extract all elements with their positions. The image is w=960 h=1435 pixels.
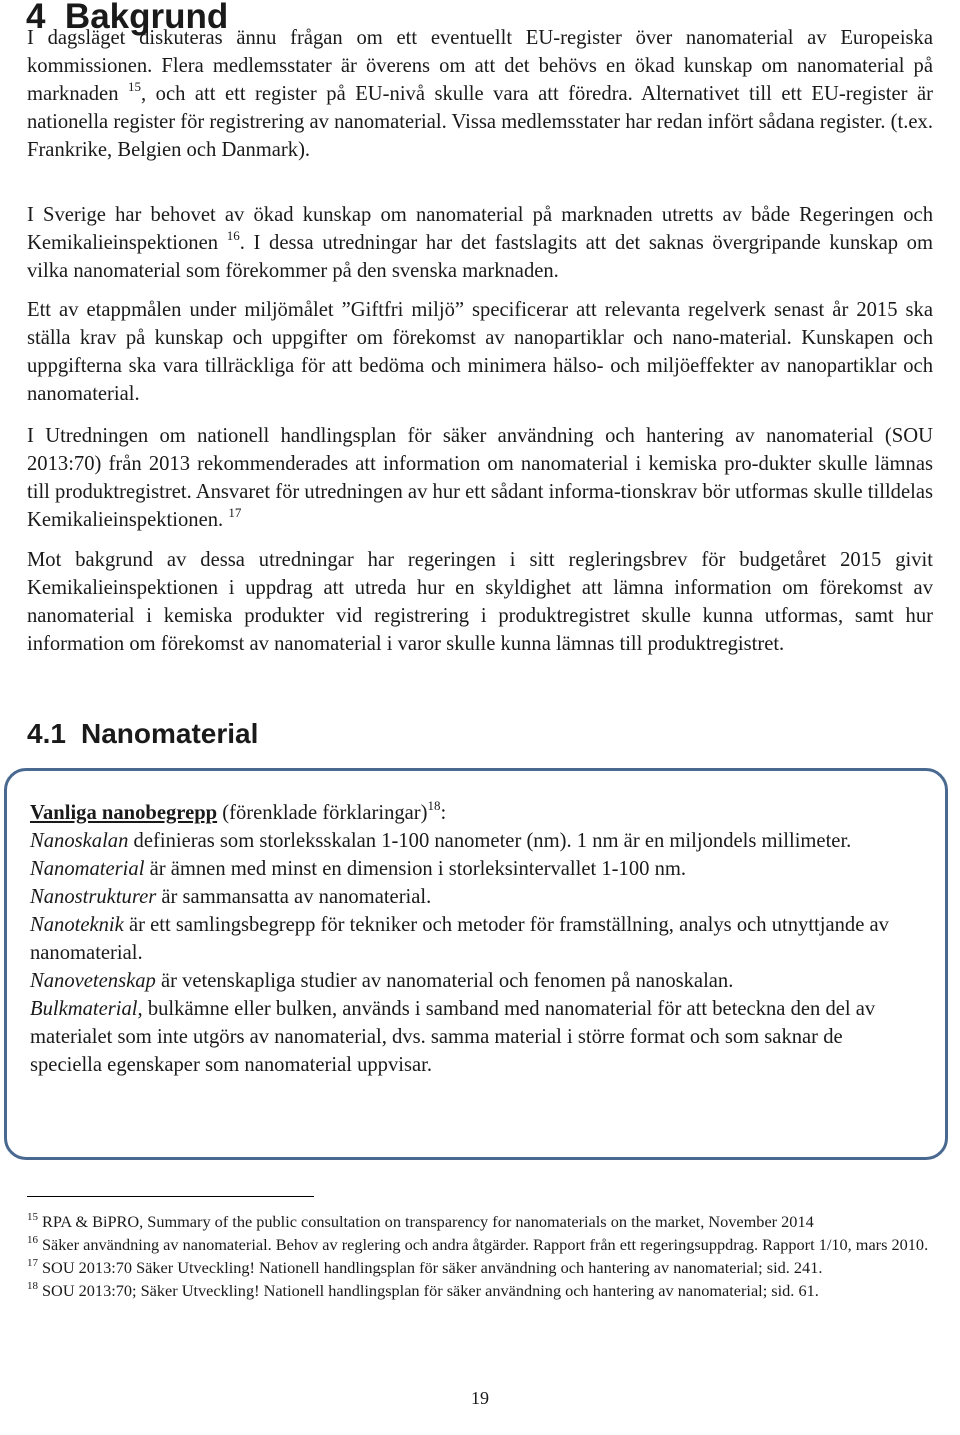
chapter-number: 4 bbox=[26, 0, 46, 36]
definition-term: Nanovetenskap bbox=[30, 970, 156, 992]
section-number: 4.1 bbox=[27, 718, 66, 749]
footnote-ref-16[interactable]: 16 bbox=[226, 228, 240, 243]
paragraph-3 bbox=[27, 296, 933, 408]
page-number: 19 bbox=[471, 1388, 489, 1408]
paragraph-1-text-a: I dagsläget diskuteras ännu frågan om ett eventuellt EU-register över nanomaterial av Europeiska kommissionen. Flera medlemsstater är överens om att det behövs en ökad kunskap om nanomaterial på marknaden bbox=[27, 27, 933, 105]
definition-text: är ett samlingsbegrepp för tekniker och metoder för framställning, analys och utnyttjande av nanomaterial. bbox=[30, 914, 889, 964]
definition-term: Nanostrukturer bbox=[30, 886, 157, 908]
paragraph-5-text: Mot bakgrund av dessa utredningar har regeringen i sitt regleringsbrev för budgetåret 2015 givit Kemikalieinspektionen i uppdrag att utreda hur en skyldighet att lämna information om förekomst av nanomaterial i kemiska produkter vid registrering i produktregistret skulle kunna utformas, samt hur information om förekomst av nanomaterial i varor skulle kunna lämnas till produktregistret. bbox=[27, 549, 933, 655]
paragraph-2-text-b: . I dessa utredningar har det fastslagits att det saknas övergripande kunskap om vilka nanomaterial som förekommer på den svenska marknaden. bbox=[27, 232, 933, 282]
footnote-number: 18 bbox=[27, 1280, 38, 1292]
footnotes bbox=[27, 1210, 933, 1302]
footnote bbox=[27, 1233, 933, 1256]
definition-term: Nanomaterial bbox=[30, 858, 145, 880]
definition-item bbox=[30, 883, 910, 911]
definitions-heading bbox=[30, 799, 910, 827]
definition-item bbox=[30, 995, 910, 1079]
footnote-text: Säker användning av nanomaterial. Behov av reglering och andra åtgärder. Rapport från ett regeringsuppdrag. Rapport 1/10, mars 2010. bbox=[42, 1235, 929, 1254]
paragraph-1-text-b: , och att ett register på EU-nivå skulle vara att föredra. Alternativet till ett EU-register är nationella register för registrering av nanomaterial. Vissa medlemsstater har redan infört sådana register. (t.ex. Frankrike, Belgien och Danmark). bbox=[27, 83, 933, 161]
definition-text: är ämnen med minst en dimension i storleksintervallet 1-100 nm. bbox=[144, 858, 687, 880]
footnote bbox=[27, 1279, 933, 1302]
section-title: Nanomaterial bbox=[81, 718, 259, 749]
footnote bbox=[27, 1256, 933, 1279]
definition-item bbox=[30, 911, 910, 967]
definition-term: Nanoskalan bbox=[30, 830, 129, 852]
paragraph-1 bbox=[27, 24, 933, 164]
definition-text: är sammansatta av nanomaterial. bbox=[156, 886, 432, 908]
definition-item bbox=[30, 827, 910, 855]
footnote-number: 17 bbox=[27, 1257, 38, 1269]
definition-text: , bulkämne eller bulken, används i samband med nanomaterial för att beteckna den del av materialet som inte utgörs av nanomaterial, dvs. samma material i större format och som saknar de speciella egenskaper som nanomaterial uppvisar. bbox=[30, 998, 876, 1076]
definition-text: är vetenskapliga studier av nanomaterial och fenomen på nanoskalan. bbox=[155, 970, 734, 992]
paragraph-4-text: I Utredningen om nationell handlingsplan för säker användning och hantering av nanomaterial (SOU 2013:70) från 2013 rekommenderades att information om nanomaterial i kemiska pro-dukter skulle lämnas till produktregistret. Ansvaret för utredningen av hur ett sådant informa-tionskrav bör utformas skulle tilldelas Kemikalieinspektionen. bbox=[27, 425, 933, 531]
definition-term: Nanoteknik bbox=[30, 914, 124, 936]
definition-text: definieras som storleksskalan 1-100 nanometer (nm). 1 nm är en miljondels millimeter. bbox=[128, 830, 852, 852]
definitions-content bbox=[30, 799, 910, 1079]
footnote-text: SOU 2013:70 Säker Utveckling! Nationell handlingsplan för säker användning och hantering av nanomaterial; sid. 241. bbox=[42, 1258, 823, 1277]
footnote-number: 16 bbox=[27, 1234, 38, 1246]
footnote bbox=[27, 1210, 933, 1233]
paragraph-2 bbox=[27, 201, 933, 285]
section-heading bbox=[27, 716, 258, 752]
footnote-ref-17[interactable]: 17 bbox=[228, 505, 242, 520]
definition-item bbox=[30, 855, 910, 883]
paragraph-4 bbox=[27, 422, 933, 534]
definition-item bbox=[30, 967, 910, 995]
paragraph-5 bbox=[27, 546, 933, 658]
definitions-subtitle: (förenklade förklaringar) bbox=[217, 802, 428, 824]
definitions-title: Vanliga nanobegrepp bbox=[30, 802, 218, 824]
footnote-separator bbox=[27, 1196, 314, 1197]
definition-term: Bulkmaterial bbox=[30, 998, 138, 1020]
footnote-ref-15[interactable]: 15 bbox=[128, 79, 141, 94]
footnote-text: SOU 2013:70; Säker Utveckling! Nationell handlingsplan för säker användning och hantering av nanomaterial; sid. 61. bbox=[42, 1281, 819, 1300]
paragraph-2-text-a: I Sverige har behovet av ökad kunskap om nanomaterial på marknaden utretts av både Regeringen och Kemikalieinspektionen bbox=[27, 204, 933, 254]
chapter-title: Bakgrund bbox=[64, 0, 229, 36]
paragraph-3-text: Ett av etappmålen under miljömålet ”Giftfri miljö” specificerar att relevanta regelverk senast år 2015 ska ställa krav på kunskap och uppgifter om förekomst av nanopartiklar och nano-material. Kunskapen och uppgifterna ska vara tillräckliga för att bedöma och minimera hälso- och miljöeffekter av nanopartiklar och nanomaterial. bbox=[27, 299, 933, 405]
definitions-box bbox=[4, 768, 948, 1160]
footnote-ref-18[interactable]: 18 bbox=[427, 798, 441, 813]
definitions-colon: : bbox=[440, 802, 447, 824]
footnote-number: 15 bbox=[27, 1211, 38, 1223]
footnote-text: RPA & BiPRO, Summary of the public consultation on transparency for nanomaterials on the market, November 2014 bbox=[42, 1212, 814, 1231]
